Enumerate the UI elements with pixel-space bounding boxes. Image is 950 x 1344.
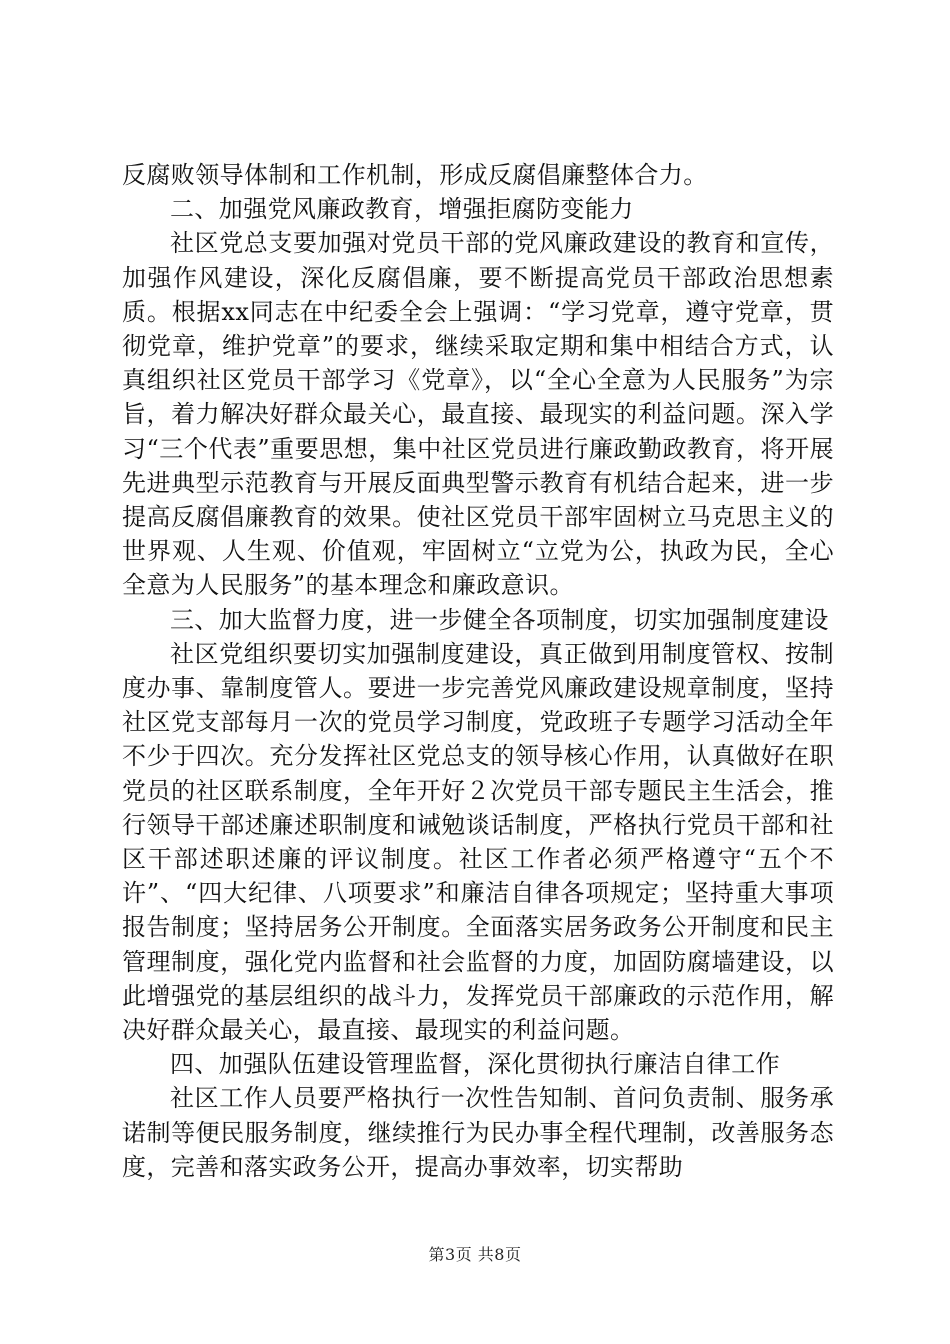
section-heading-2: 二、加强党风廉政教育，增强拒腐防变能力 xyxy=(170,195,634,224)
page-footer: 第3页 共8页 xyxy=(428,1245,522,1264)
paragraph-party-education: 社区党总支要加强对党员干部的党风廉政建设的教育和宣传，加强作风建设，深化反腐倡廉，要不断提高党员干部政治思想素质。根据xx同志在中纪委全会上强调：“学习党章，遵守党章，贯彻党章，维护党章”的要求，继续采取定期和集中相结合方式，认真组织社区党员干部学习《党章》，以“全心全意为人民服务”为宗旨，着力解决好群众最关心，最直接、最现实的利益问题。深入学习“三个代表”重要思想，集中社区党员进行廉政勤政教育，将开展先进典型示范教育与开展反面典型警示教育有机结合起来，进一步提高反腐倡廉教育的效果。使社区党员干部牢固树立马克思主义的世界观、人生观、价值观，牢固树立“立党为公，执政为民，全心全意为人民服务”的基本理念和廉政意识。 xyxy=(122,229,834,600)
document-body xyxy=(122,158,834,1184)
paragraph-continuation: 反腐败领导体制和工作机制，形成反腐倡廉整体合力。 xyxy=(122,161,708,189)
paragraph-team-building: 社区工作人员要严格执行一次性告知制、首问负责制、服务承诺制等便民服务制度，继续推行为民办事全程代理制，改善服务态度，完善和落实政务公开，提高办事效率，切实帮助 xyxy=(122,1084,834,1181)
section-heading-3: 三、加大监督力度，进一步健全各项制度，切实加强制度建设 xyxy=(170,605,829,634)
section-heading-4: 四、加强队伍建设管理监督，深化贯彻执行廉洁自律工作 xyxy=(170,1050,780,1079)
paragraph-system-building: 社区党组织要切实加强制度建设，真正做到用制度管权、按制度办事、靠制度管人。要进一步完善党风廉政建设规章制度，坚持社区党支部每月一次的党员学习制度，党政班子专题学习活动全年不少于四次。充分发挥社区党总支的领导核心作用，认真做好在职党员的社区联系制度，全年开好２次党员干部专题民主生活会，推行领导干部述廉述职制度和诫勉谈话制度，严格执行党员干部和社区干部述职述廉的评议制度。社区工作者必须严格遵守“五个不许”、“四大纪律、八项要求”和廉洁自律各项规定；坚持重大事项报告制度；坚持居务公开制度。全面落实居务政务公开制度和民主管理制度，强化党内监督和社会监督的力度，加固防腐墙建设，以此增强党的基层组织的战斗力，发挥党员干部廉政的示范作用，解决好群众最关心，最直接、最现实的利益问题。 xyxy=(122,639,834,1045)
